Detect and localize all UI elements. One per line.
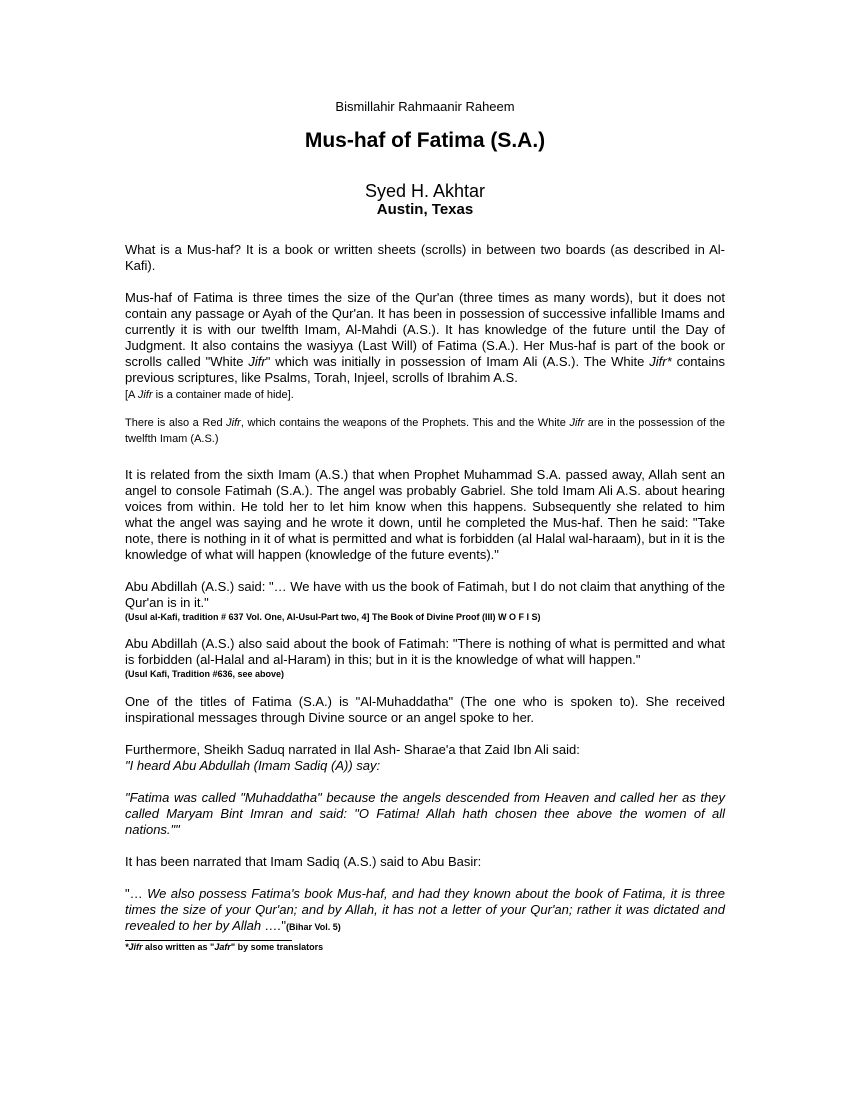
quote-imam-sadiq: "… We also possess Fatima's book Mus-haf, and had they known about the book of Fatima, it is three times the size of your Qur'an; and by Allah, it has not a letter of your Qur'an; rather it was dictated and revealed to her by Allah …."(Bihar Vol. 5): [125, 886, 725, 933]
paragraph-sheikh-saduq: Furthermore, Sheikh Saduq narrated in Ilal Ash- Sharae'a that Zaid Ibn Ali said:: [125, 742, 580, 757]
paragraph-sixth-imam: It is related from the sixth Imam (A.S.) that when Prophet Muhammad S.A. passed away, Allah sent an angel to console Fatimah (S.A.). The angel was probably Gabriel. She told Imam Ali A.S. about hearing voices from within. He told her to let him know when this happens. Subsequently she related to him what the angel was saying and he wrote it down, until he completed the Mus-haf. Then he said: "Take note, there is nothing in it of what is permitted and what is forbidden (al Halal wal-haraam), but in it is the knowledge of what will happen (knowledge of the future events).": [125, 467, 725, 562]
page-title: Mus-haf of Fatima (S.A.): [304, 129, 546, 152]
quote-fatima-muhaddatha: "Fatima was called "Muhaddatha" because the angels descended from Heaven and called her as they called Maryam Bint Imran and said: "O Fatima! Allah hath chosen thee above the women of all nations."": [125, 790, 725, 837]
reference-usul-kafi-637: (Usul al-Kafi, tradition # 637 Vol. One, Al-Usul-Part two, 4] The Book of Divine Proof (III) W O F I S): [125, 612, 541, 622]
author-name: Syed H. Akhtar: [364, 181, 486, 201]
reference-usul-kafi-636: (Usul Kafi, Tradition #636, see above): [125, 669, 285, 679]
bismillah: Bismillahir Rahmaanir Raheem: [335, 99, 515, 114]
paragraph-abu-abdillah-1: Abu Abdillah (A.S.) said: "… We have with us the book of Fatimah, but I do not claim that anything of the Qur'an is in it.": [125, 579, 725, 610]
quote-zaid-ibn-ali: "I heard Abu Abdullah (Imam Sadiq (A)) say:: [125, 758, 381, 773]
author-location: Austin, Texas: [376, 201, 474, 218]
document-page: [125, 98, 725, 954]
footnote-jifr: *Jifr also written as "Jafr" by some translators: [125, 942, 324, 952]
paragraph-al-muhaddatha: One of the titles of Fatima (S.A.) is "Al-Muhaddatha" (The one who is spoken to). She received inspirational messages through Divine source or an angel spoke to her.: [125, 694, 725, 725]
paragraph-what-is-mushaf: What is a Mus-haf? It is a book or written sheets (scrolls) in between two boards (as described in Al-Kafi).: [125, 242, 725, 273]
paragraph-abu-basir: It has been narrated that Imam Sadiq (A.S.) said to Abu Basir:: [125, 854, 482, 869]
paragraph-mushaf-description: Mus-haf of Fatima is three times the size of the Qur'an (three times as many words), but it does not contain any passage or Ayah of the Qur'an. It has been in possession of successive infallible Imams and currently it is with our twelfth Imam, Al-Mahdi (A.S.). It has knowledge of the future until the Day of Judgment. It also contains the wasiyya (Last Will) of Fatima (S.A.). Her Mus-haf is part of the book or scrolls called "White Jifr" which was initially in possession of Imam Ali (A.S.). The White Jifr* contains previous scriptures, like Psalms, Torah, Injeel, scrolls of Ibrahim A.S. [A Jifr is a container made of hide].: [125, 290, 725, 401]
paragraph-abu-abdillah-2: Abu Abdillah (A.S.) also said about the book of Fatimah: "There is nothing of what is permitted and what is forbidden (al-Halal and al-Haram) in this; but in it is the knowledge of what will happen.": [125, 636, 725, 667]
paragraph-red-jifr: There is also a Red Jifr, which contains the weapons of the Prophets. This and the White Jifr are in the possession of the twelfth Imam (A.S.): [125, 417, 725, 445]
